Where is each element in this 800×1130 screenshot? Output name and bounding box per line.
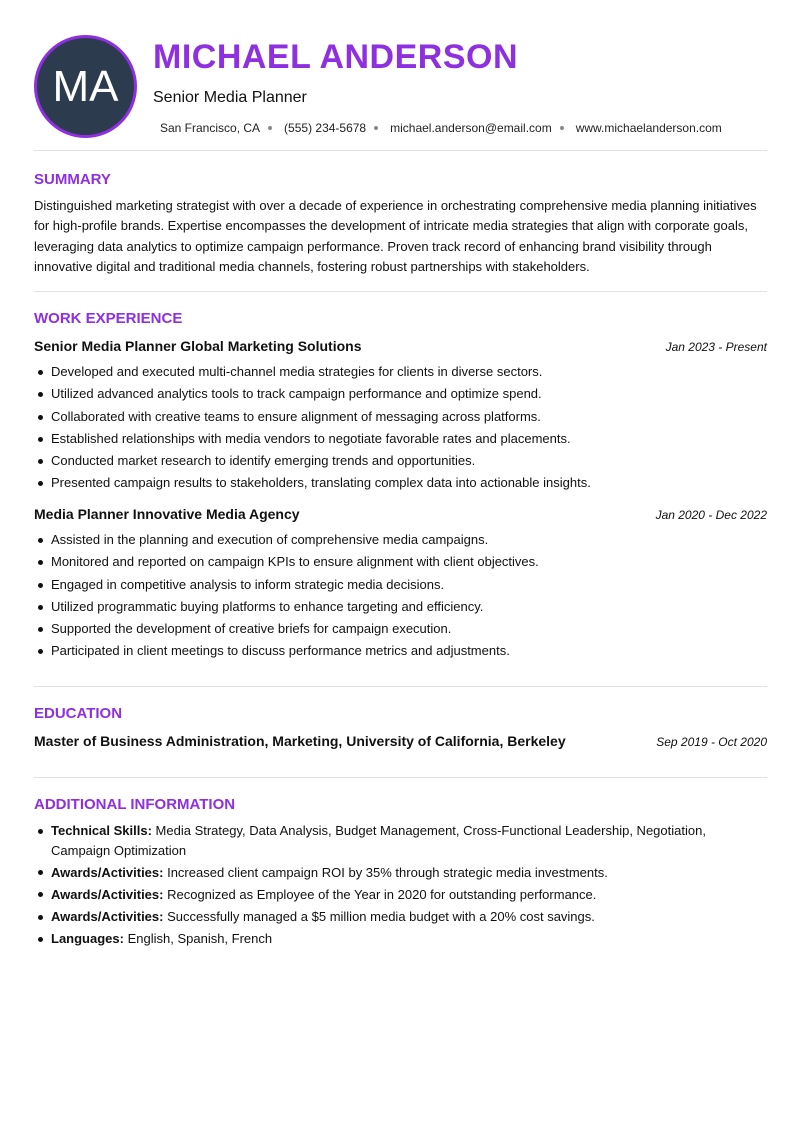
- separator-dot: [374, 126, 378, 130]
- item-text: English, Spanish, French: [127, 931, 273, 947]
- education-heading: EDUCATION: [34, 705, 123, 722]
- list-item: Engaged in competitive analysis to inform strategic media decisions.: [34, 574, 767, 596]
- contact-phone: (555) 234-5678: [284, 121, 367, 135]
- education-dates: Sep 2019 - Oct 2020: [656, 735, 767, 749]
- avatar: [34, 35, 137, 138]
- job-bullets: [34, 529, 767, 663]
- list-item: Presented campaign results to stakeholders, translating complex data into actionable insights.: [34, 472, 767, 494]
- list-item: Collaborated with creative teams to ensure alignment of messaging across platforms.: [34, 406, 767, 428]
- item-label: Awards/Activities:: [51, 909, 164, 925]
- item-text: Increased client campaign ROI by 35% through strategic media investments.: [167, 864, 608, 880]
- job-role: Media Planner Innovative Media Agency: [34, 506, 300, 522]
- job-header: [34, 506, 767, 522]
- job-dates: Jan 2023 - Present: [665, 340, 767, 354]
- candidate-title: Senior Media Planner: [153, 89, 307, 106]
- education-entry: [34, 733, 767, 749]
- job-header: [34, 338, 767, 354]
- education-degree: Master of Business Administration, Marketing, University of California, Berkeley: [34, 733, 566, 749]
- list-item: [34, 863, 767, 883]
- item-label: Technical Skills:: [51, 823, 152, 838]
- additional-info-heading: ADDITIONAL INFORMATION: [34, 796, 236, 813]
- divider: [34, 777, 767, 778]
- item-text: Successfully managed a $5 million media budget with a 20% cost savings.: [167, 909, 595, 925]
- separator-dot: [268, 126, 272, 130]
- item-label: Awards/Activities:: [51, 864, 164, 880]
- item-label: Awards/Activities:: [51, 886, 164, 902]
- list-item: Established relationships with media vendors to negotiate favorable rates and placements.: [34, 428, 767, 450]
- contact-location: San Francisco, CA: [160, 121, 261, 135]
- list-item: Monitored and reported on campaign KPIs to ensure alignment with client objectives.: [34, 551, 767, 573]
- summary-text: Distinguished marketing strategist with over a decade of experience in orchestrating comprehensive media planning initiatives for high-profile brands. Expertise encompasses the development of intricate media strategies that align with corporate goals, leveraging data analytics to optimize campaign performance. Proven track record of enhancing brand visibility through innovative digital and traditional media channels, fostering robust partnerships with stakeholders.: [34, 198, 757, 274]
- list-item: [34, 885, 767, 905]
- contact-email[interactable]: michael.anderson@email.com: [390, 121, 552, 135]
- additional-info-list: [34, 821, 767, 951]
- item-text: Media Strategy, Data Analysis, Budget Management, Cross-Functional Leadership, Negotiation, Campaign Optimization: [51, 823, 706, 858]
- job-dates: Jan 2020 - Dec 2022: [655, 508, 767, 522]
- avatar-initials: MA: [52, 61, 119, 111]
- list-item: [34, 907, 767, 927]
- list-item: Utilized advanced analytics tools to track campaign performance and optimize spend.: [34, 383, 767, 405]
- list-item: Conducted market research to identify emerging trends and opportunities.: [34, 450, 767, 472]
- list-item: [34, 821, 767, 860]
- item-label: Languages:: [51, 931, 124, 947]
- list-item: Participated in client meetings to discuss performance metrics and adjustments.: [34, 640, 767, 662]
- separator-dot: [560, 126, 564, 130]
- job-bullets: [34, 361, 767, 495]
- contact-website[interactable]: www.michaelanderson.com: [575, 121, 722, 135]
- divider: [34, 291, 767, 292]
- item-text: Recognized as Employee of the Year in 2020 for outstanding performance.: [167, 886, 597, 902]
- work-experience-heading: WORK EXPERIENCE: [34, 310, 183, 327]
- list-item: Developed and executed multi-channel media strategies for clients in diverse sectors.: [34, 361, 767, 383]
- list-item: [34, 929, 767, 949]
- list-item: Utilized programmatic buying platforms to enhance targeting and efficiency.: [34, 596, 767, 618]
- summary-heading: SUMMARY: [34, 171, 111, 188]
- divider: [34, 686, 767, 687]
- divider: [34, 150, 767, 151]
- job-role: Senior Media Planner Global Marketing Solutions: [34, 338, 362, 354]
- candidate-name: MICHAEL ANDERSON: [153, 38, 519, 76]
- list-item: Supported the development of creative briefs for campaign execution.: [34, 618, 767, 640]
- contact-bar: [160, 121, 722, 135]
- list-item: Assisted in the planning and execution of comprehensive media campaigns.: [34, 529, 767, 551]
